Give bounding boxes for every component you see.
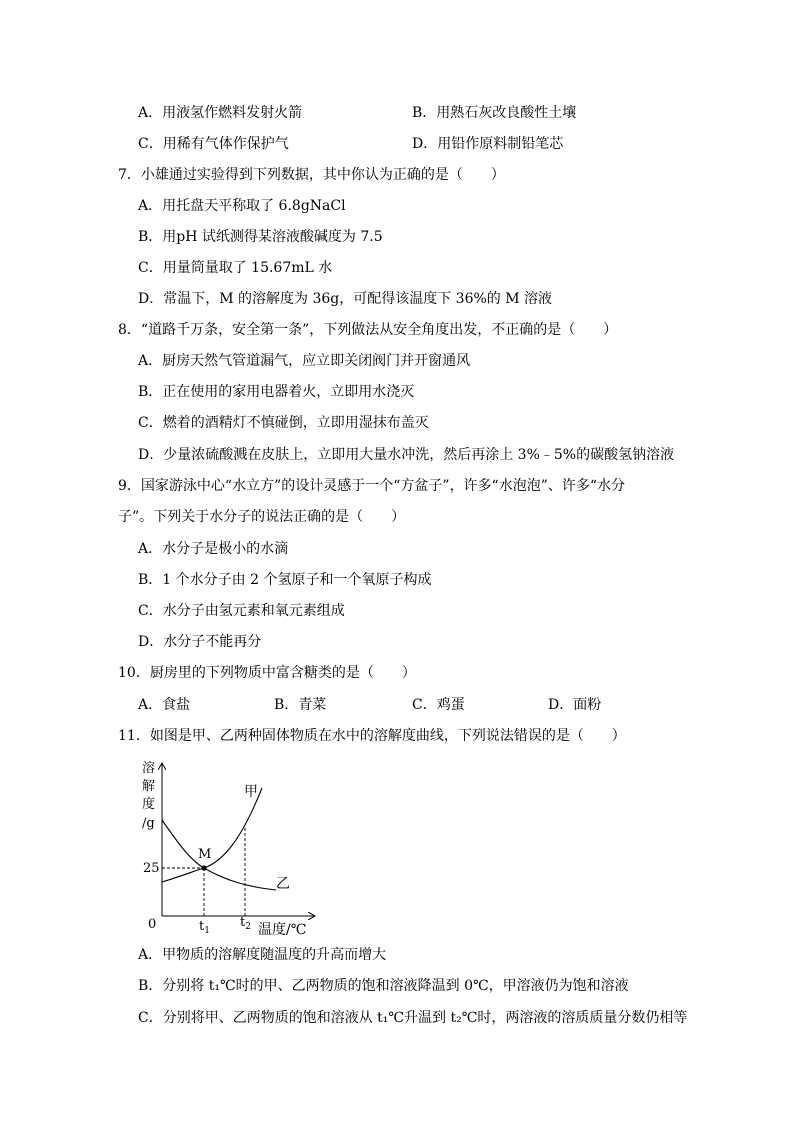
q6-option-c: C．用稀有气体作保护气 <box>138 136 289 152</box>
q10-option-b: B．青菜 <box>274 697 327 713</box>
q8-option-a: A．厨房天然气管道漏气，应立即关闭阀门并开窗通风 <box>138 353 471 369</box>
q7-stem: 7．小雄通过实验得到下列数据，其中你认为正确的是（ ） <box>118 167 505 183</box>
q8-stem: 8．“道路千万条，安全第一条”，下列做法从安全角度出发，不正确的是（ ） <box>118 322 618 338</box>
q6-option-a: A．用液氢作燃料发射火箭 <box>138 105 303 121</box>
q11-option-a: A．甲物质的溶解度随温度的升高而增大 <box>138 947 387 963</box>
q8-option-c: C．燃着的酒精灯不慎碰倒，立即用湿抹布盖灭 <box>138 415 429 431</box>
x-axis-label: 温度/℃ <box>258 922 307 938</box>
q9-option-c: C．水分子由氢元素和氧元素组成 <box>138 603 345 619</box>
q9-option-b: B．1 个水分子由 2 个氢原子和一个氧原子构成 <box>138 572 432 588</box>
q10-option-c: C．鸡蛋 <box>412 697 465 713</box>
q11-option-c: C．分别将甲、乙两物质的饱和溶液从 t₁℃升温到 t₂℃时，两溶液的溶质质量分数仍相等 <box>138 1010 688 1026</box>
q10-option-a: A．食盐 <box>138 697 191 713</box>
y-axis-label-char-4: /g <box>142 816 155 831</box>
q10-option-d: D．面粉 <box>548 697 602 713</box>
q6-option-b: B．用熟石灰改良酸性土壤 <box>412 105 577 121</box>
curve-jia-label: 甲 <box>244 784 258 800</box>
y-axis-label-char-1: 溶 <box>142 761 156 776</box>
y-tick-25: 25 <box>143 861 160 876</box>
q9-option-d: D．水分子不能再分 <box>138 634 262 650</box>
q8-option-b: B．正在使用的家用电器着火，立即用水浇灭 <box>138 384 415 400</box>
q9-option-a: A．水分子是极小的水滴 <box>138 541 289 557</box>
solubility-curve-figure <box>138 758 328 938</box>
q8-option-d: D．少量浓硫酸溅在皮肤上，立即用大量水冲洗，然后再涂上 3%﹣5%的碳酸氢钠溶液 <box>138 447 675 463</box>
x-tick-t1: $t_1$ <box>199 919 210 936</box>
q6-option-d: D．用铅作原料制铅笔芯 <box>412 136 564 152</box>
x-tick-t2: $t_2$ <box>240 915 251 932</box>
q11-stem: 11．如图是甲、乙两种固体物质在水中的溶解度曲线，下列说法错误的是（ ） <box>118 728 626 744</box>
q7-option-b: B．用pH 试纸测得某溶液酸碱度为 7.5 <box>138 229 383 245</box>
point-m-label: M <box>198 847 212 862</box>
q7-option-d: D．常温下，M 的溶解度为 36g，可配得该温度下 36%的 M 溶液 <box>138 291 553 307</box>
origin-label: 0 <box>148 917 157 932</box>
point-m <box>201 865 206 870</box>
y-axis-label-char-2: 解 <box>142 779 156 794</box>
q11-option-b: B．分别将 t₁℃时的甲、乙两物质的饱和溶液降温到 0℃，甲溶液仍为饱和溶液 <box>138 978 629 994</box>
y-axis-label-char-3: 度 <box>142 797 156 812</box>
q9-stem-line2: 子”。下列关于水分子的说法正确的是（ ） <box>118 509 406 525</box>
q9-stem-line1: 9．国家游泳中心“水立方”的设计灵感于一个“方盆子”，许多“水泡泡”、许多“水分 <box>118 478 626 494</box>
curve-yi <box>162 820 276 890</box>
curve-yi-label: 乙 <box>276 876 290 892</box>
q7-option-c: C．用量筒量取了 15.67mL 水 <box>138 260 333 276</box>
q10-stem: 10．厨房里的下列物质中富含糖类的是（ ） <box>118 665 416 681</box>
q7-option-a: A．用托盘天平称取了 6.8gNaCl <box>138 198 346 214</box>
